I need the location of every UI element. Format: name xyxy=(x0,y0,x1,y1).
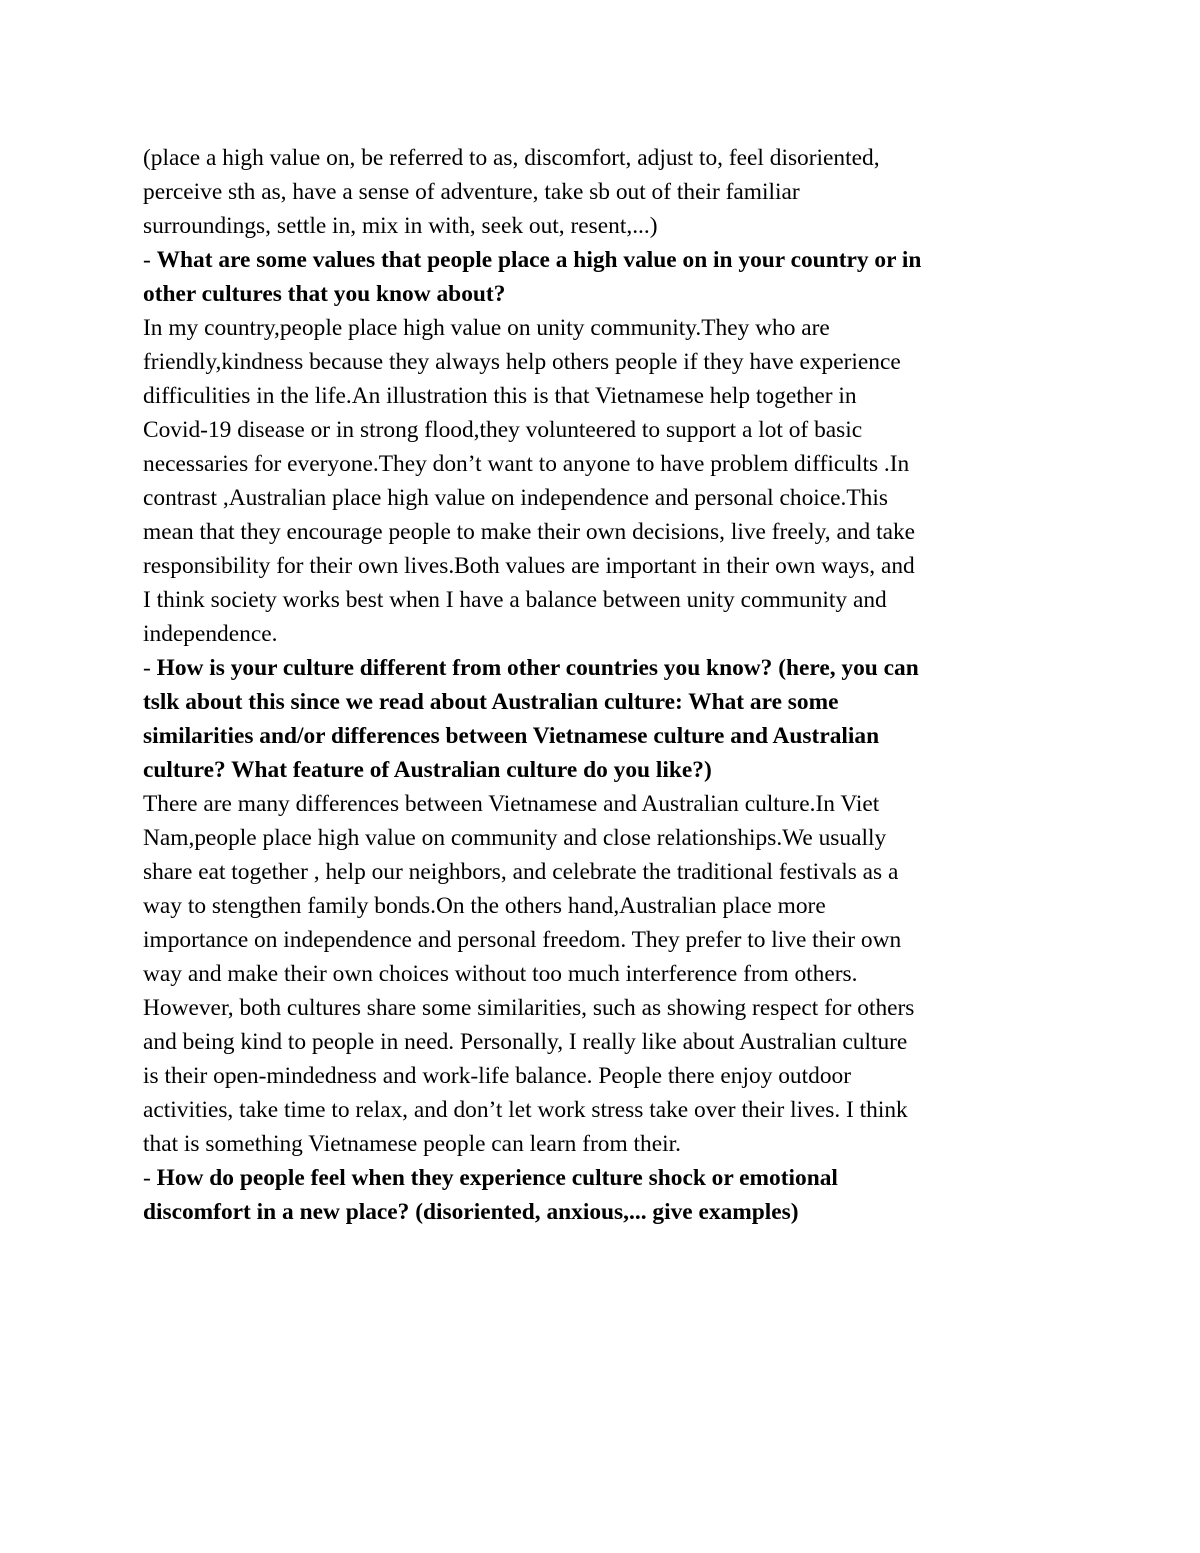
answer-culture-differences: There are many differences between Vietnamese and Australian culture.In Viet Nam,people place high value on community and close relationships.We usually share eat together , help our neighbors, and celebrate the traditional festivals as a way to stengthen family bonds.On the others hand,Australian place more importance on independence and personal freedom. They prefer to live their own way and make their own choices without too much interference from others. However, both cultures share some similarities, such as showing respect for others and being kind to people in need. Personally, I really like about Australian culture is their open-mindedness and work-life balance. People there enjoy outdoor activities, take time to relax, and don’t let work stress take over their lives. I think that is something Vietnamese people can learn from their. xyxy=(143,791,915,1157)
question-values xyxy=(143,243,1068,311)
document-body xyxy=(143,141,1068,1229)
question-text: What are some values that people place a high value on in your country or in other cultures that you know about? xyxy=(143,247,922,307)
question-dash: - xyxy=(143,247,157,273)
question-text: How is your culture different from other countries you know? (here, you can tslk about this since we read about Australian culture: What are some similarities and/or differences between Vietnamese culture and Australian culture? What feature of Australian culture do you like?) xyxy=(143,655,919,783)
answer-values: In my country,people place high value on unity community.They who are friendly,kindness because they always help others people if they have experience difficulities in the life.An illustration this is that Vietnamese help together in Covid-19 disease or in strong flood,they volunteered to support a lot of basic necessaries for everyone.They don’t want to anyone to have problem difficults .In contrast ,Australian place high value on independence and personal choice.This mean that they encourage people to make their own decisions, live freely, and take responsibility for their own lives.Both values are important in their own ways, and I think society works best when I have a balance between unity community and independence. xyxy=(143,315,916,647)
question-text: How do people feel when they experience culture shock or emotional discomfort in a new place? (disoriented, anxious,... give examples) xyxy=(143,1165,838,1225)
question-dash: - xyxy=(143,1165,157,1191)
question-dash: - xyxy=(143,655,157,681)
vocabulary-list: (place a high value on, be referred to as, discomfort, adjust to, feel disoriented, perceive sth as, have a sense of adventure, take sb out of their familiar surroundings, settle in, mix in with, seek out, resent,...) xyxy=(143,145,880,239)
question-culture-shock xyxy=(143,1161,1068,1229)
question-culture-differences xyxy=(143,651,1068,787)
